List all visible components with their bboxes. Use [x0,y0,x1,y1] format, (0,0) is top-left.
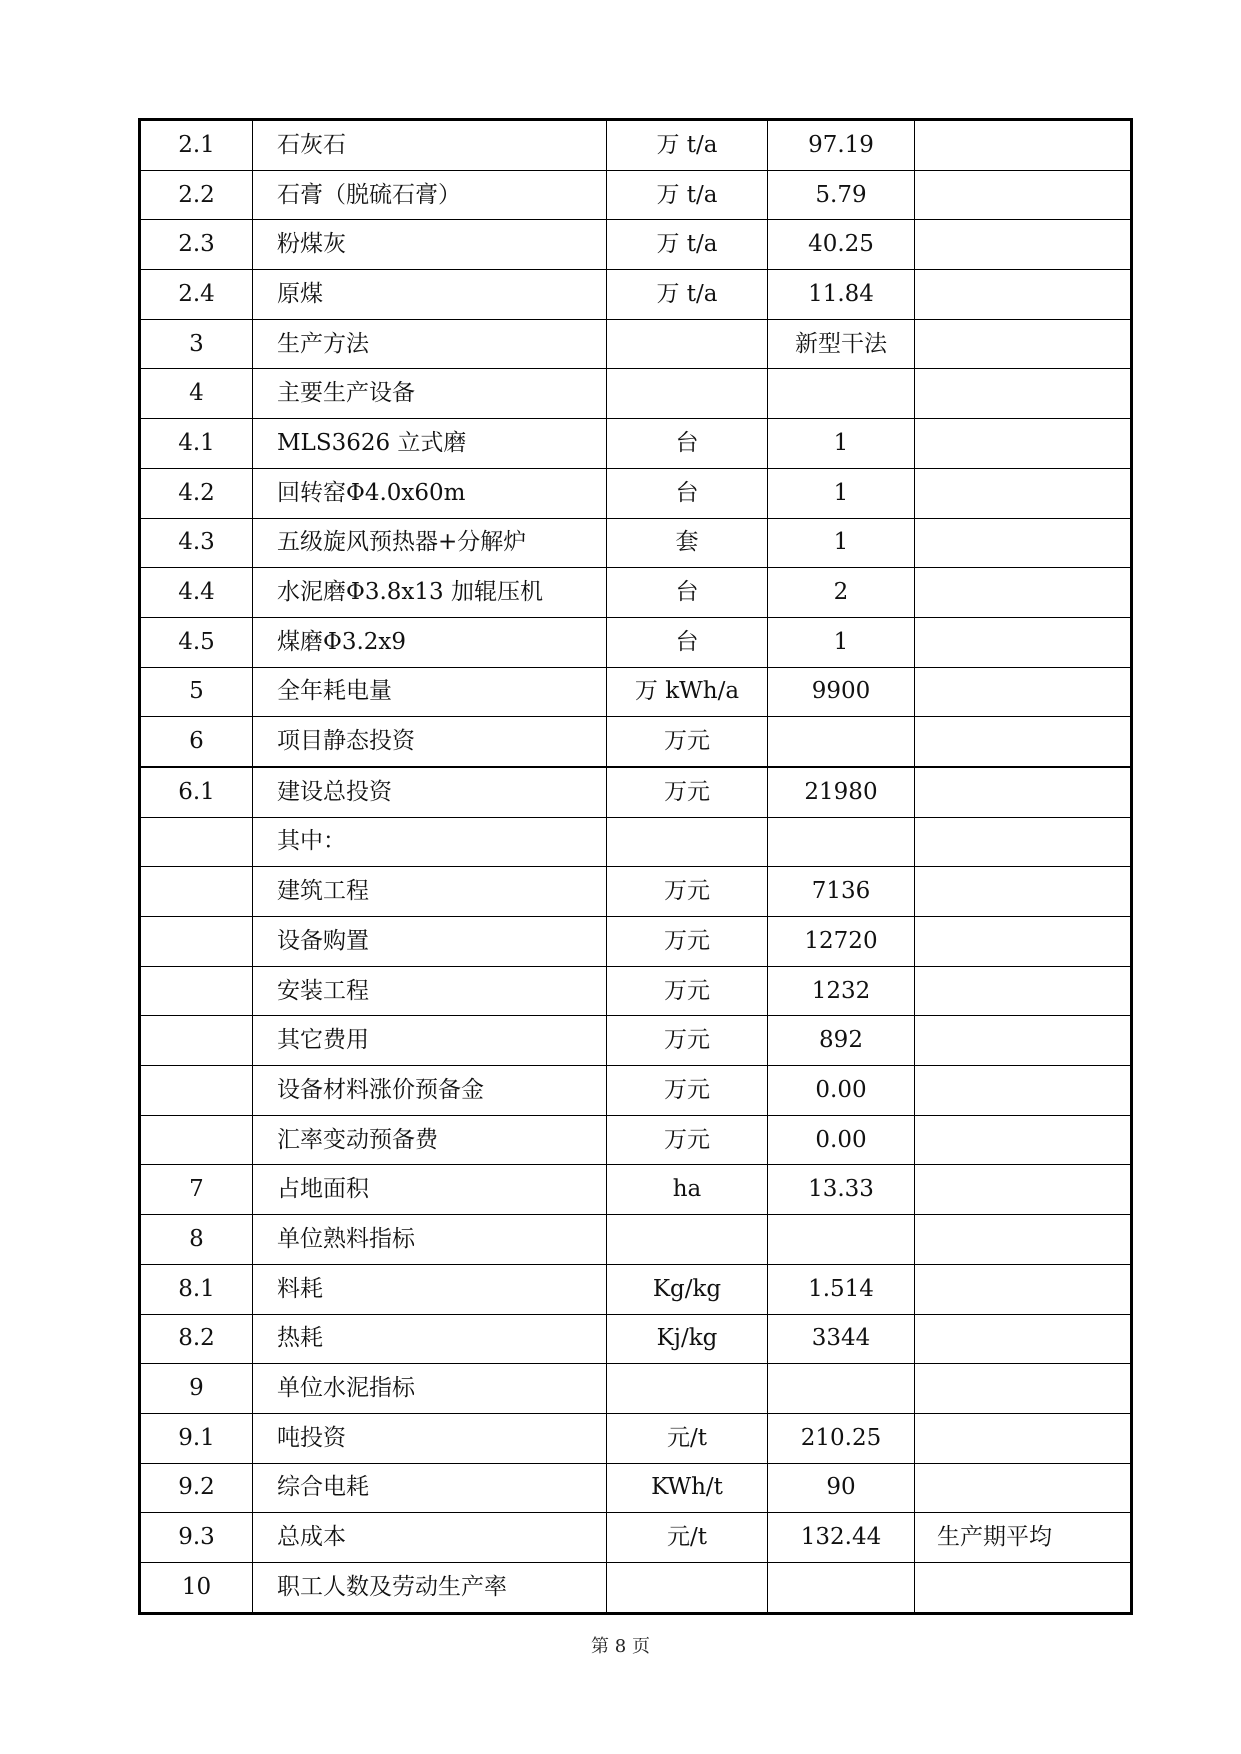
remark-cell [915,1463,1132,1513]
row-number-cell: 9.2 [140,1463,253,1513]
unit-cell: 台 [607,617,768,667]
row-number-cell: 10 [140,1562,253,1613]
table-row [140,1364,1132,1414]
value-cell: 新型干法 [768,319,915,369]
row-number-cell [140,1115,253,1165]
indicator-table [138,118,1133,1615]
value-cell: 0.00 [768,1115,915,1165]
value-cell: 9900 [768,667,915,717]
remark-cell [915,667,1132,717]
table-row [140,1215,1132,1265]
table-row [140,1314,1132,1364]
item-name-cell: 职工人数及劳动生产率 [253,1562,607,1613]
unit-cell: 万元 [607,717,768,767]
item-name-cell: 单位熟料指标 [253,1215,607,1265]
unit-cell: 万元 [607,966,768,1016]
item-name-cell: 石灰石 [253,120,607,171]
unit-cell [607,817,768,867]
value-cell: 11.84 [768,270,915,320]
row-number-cell: 4 [140,369,253,419]
value-cell: 0.00 [768,1066,915,1116]
table-row [140,617,1132,667]
item-name-cell: 总成本 [253,1513,607,1563]
remark-cell [915,568,1132,618]
indicator-table-body [140,120,1132,1614]
value-cell [768,1562,915,1613]
remark-cell [915,767,1132,817]
unit-cell: Kj/kg [607,1314,768,1364]
item-name-cell: 建筑工程 [253,867,607,917]
remark-cell [915,1264,1132,1314]
remark-cell [915,817,1132,867]
row-number-cell [140,867,253,917]
table-row [140,1562,1132,1613]
table-row [140,1016,1132,1066]
row-number-cell: 8 [140,1215,253,1265]
table-row [140,917,1132,967]
unit-cell: 万 kWh/a [607,667,768,717]
remark-cell [915,419,1132,469]
remark-cell [915,518,1132,568]
table-row [140,170,1132,220]
unit-cell: 万 t/a [607,270,768,320]
table-row [140,270,1132,320]
row-number-cell: 2.1 [140,120,253,171]
unit-cell: 万 t/a [607,170,768,220]
table-row [140,568,1132,618]
row-number-cell: 5 [140,667,253,717]
table-row [140,966,1132,1016]
unit-cell: 元/t [607,1513,768,1563]
item-name-cell: 安装工程 [253,966,607,1016]
row-number-cell: 4.2 [140,468,253,518]
row-number-cell: 9 [140,1364,253,1414]
table-row [140,817,1132,867]
item-name-cell: 设备材料涨价预备金 [253,1066,607,1116]
remark-cell [915,966,1132,1016]
row-number-cell: 4.5 [140,617,253,667]
table-row [140,220,1132,270]
item-name-cell: 全年耗电量 [253,667,607,717]
unit-cell: Kg/kg [607,1264,768,1314]
item-name-cell: 五级旋风预热器+分解炉 [253,518,607,568]
value-cell [768,717,915,767]
value-cell [768,1215,915,1265]
row-number-cell: 2.2 [140,170,253,220]
remark-cell [915,1215,1132,1265]
table-row [140,1165,1132,1215]
value-cell: 2 [768,568,915,618]
unit-cell: 台 [607,468,768,518]
table-row [140,1066,1132,1116]
value-cell: 40.25 [768,220,915,270]
remark-cell [915,1314,1132,1364]
table-row [140,1513,1132,1563]
table-row [140,419,1132,469]
value-cell: 13.33 [768,1165,915,1215]
remark-cell [915,170,1132,220]
table-row [140,667,1132,717]
unit-cell: 台 [607,419,768,469]
row-number-cell: 2.4 [140,270,253,320]
value-cell: 132.44 [768,1513,915,1563]
item-name-cell: 建设总投资 [253,767,607,817]
remark-cell [915,270,1132,320]
row-number-cell: 2.3 [140,220,253,270]
table-row [140,767,1132,817]
row-number-cell: 4.4 [140,568,253,618]
item-name-cell: 主要生产设备 [253,369,607,419]
remark-cell [915,717,1132,767]
table-row [140,468,1132,518]
row-number-cell: 6.1 [140,767,253,817]
table-row [140,717,1132,767]
value-cell: 210.25 [768,1413,915,1463]
row-number-cell: 7 [140,1165,253,1215]
unit-cell: 万元 [607,867,768,917]
row-number-cell [140,1066,253,1116]
value-cell: 1 [768,419,915,469]
value-cell: 12720 [768,917,915,967]
table-row [140,518,1132,568]
row-number-cell: 4.1 [140,419,253,469]
row-number-cell: 8.2 [140,1314,253,1364]
row-number-cell: 8.1 [140,1264,253,1314]
item-name-cell: 其它费用 [253,1016,607,1066]
item-name-cell: 热耗 [253,1314,607,1364]
remark-cell [915,220,1132,270]
row-number-cell [140,817,253,867]
value-cell: 1 [768,468,915,518]
unit-cell: 台 [607,568,768,618]
item-name-cell: 吨投资 [253,1413,607,1463]
item-name-cell: 综合电耗 [253,1463,607,1513]
value-cell [768,1364,915,1414]
unit-cell: 万 t/a [607,120,768,171]
unit-cell: 套 [607,518,768,568]
remark-cell [915,1562,1132,1613]
remark-cell [915,1016,1132,1066]
value-cell: 892 [768,1016,915,1066]
unit-cell [607,369,768,419]
unit-cell [607,1215,768,1265]
value-cell: 3344 [768,1314,915,1364]
row-number-cell [140,1016,253,1066]
value-cell: 21980 [768,767,915,817]
remark-cell: 生产期平均 [915,1513,1132,1563]
value-cell: 1232 [768,966,915,1016]
unit-cell: 万元 [607,1115,768,1165]
item-name-cell: 回转窑Φ4.0x60m [253,468,607,518]
row-number-cell: 3 [140,319,253,369]
unit-cell [607,319,768,369]
unit-cell: 万元 [607,917,768,967]
item-name-cell: 占地面积 [253,1165,607,1215]
value-cell: 97.19 [768,120,915,171]
remark-cell [915,319,1132,369]
item-name-cell: 石膏（脱硫石膏） [253,170,607,220]
unit-cell: KWh/t [607,1463,768,1513]
table-row [140,1264,1132,1314]
value-cell: 1 [768,518,915,568]
remark-cell [915,617,1132,667]
item-name-cell: 生产方法 [253,319,607,369]
unit-cell: 万元 [607,1016,768,1066]
value-cell [768,369,915,419]
item-name-cell: 单位水泥指标 [253,1364,607,1414]
table-row [140,1463,1132,1513]
unit-cell: 万元 [607,767,768,817]
item-name-cell: 水泥磨Φ3.8x13 加辊压机 [253,568,607,618]
remark-cell [915,1413,1132,1463]
item-name-cell: 项目静态投资 [253,717,607,767]
unit-cell: 元/t [607,1413,768,1463]
table-row [140,1413,1132,1463]
item-name-cell: 料耗 [253,1264,607,1314]
remark-cell [915,1364,1132,1414]
table-row [140,369,1132,419]
table-row [140,120,1132,171]
item-name-cell: 原煤 [253,270,607,320]
unit-cell: ha [607,1165,768,1215]
row-number-cell: 9.3 [140,1513,253,1563]
remark-cell [915,917,1132,967]
row-number-cell: 4.3 [140,518,253,568]
value-cell: 7136 [768,867,915,917]
row-number-cell [140,966,253,1016]
unit-cell: 万 t/a [607,220,768,270]
unit-cell [607,1562,768,1613]
row-number-cell: 6 [140,717,253,767]
value-cell: 5.79 [768,170,915,220]
table-row [140,319,1132,369]
value-cell: 1 [768,617,915,667]
remark-cell [915,1115,1132,1165]
item-name-cell: MLS3626 立式磨 [253,419,607,469]
table-row [140,1115,1132,1165]
table-row [140,867,1132,917]
value-cell: 90 [768,1463,915,1513]
item-name-cell: 设备购置 [253,917,607,967]
item-name-cell: 其中： [253,817,607,867]
remark-cell [915,1165,1132,1215]
remark-cell [915,120,1132,171]
item-name-cell: 汇率变动预备费 [253,1115,607,1165]
remark-cell [915,369,1132,419]
remark-cell [915,1066,1132,1116]
item-name-cell: 煤磨Φ3.2x9 [253,617,607,667]
unit-cell: 万元 [607,1066,768,1116]
remark-cell [915,468,1132,518]
row-number-cell: 9.1 [140,1413,253,1463]
item-name-cell: 粉煤灰 [253,220,607,270]
unit-cell [607,1364,768,1414]
value-cell [768,817,915,867]
row-number-cell [140,917,253,967]
value-cell: 1.514 [768,1264,915,1314]
page-number: 第 8 页 [591,1636,650,1657]
remark-cell [915,867,1132,917]
